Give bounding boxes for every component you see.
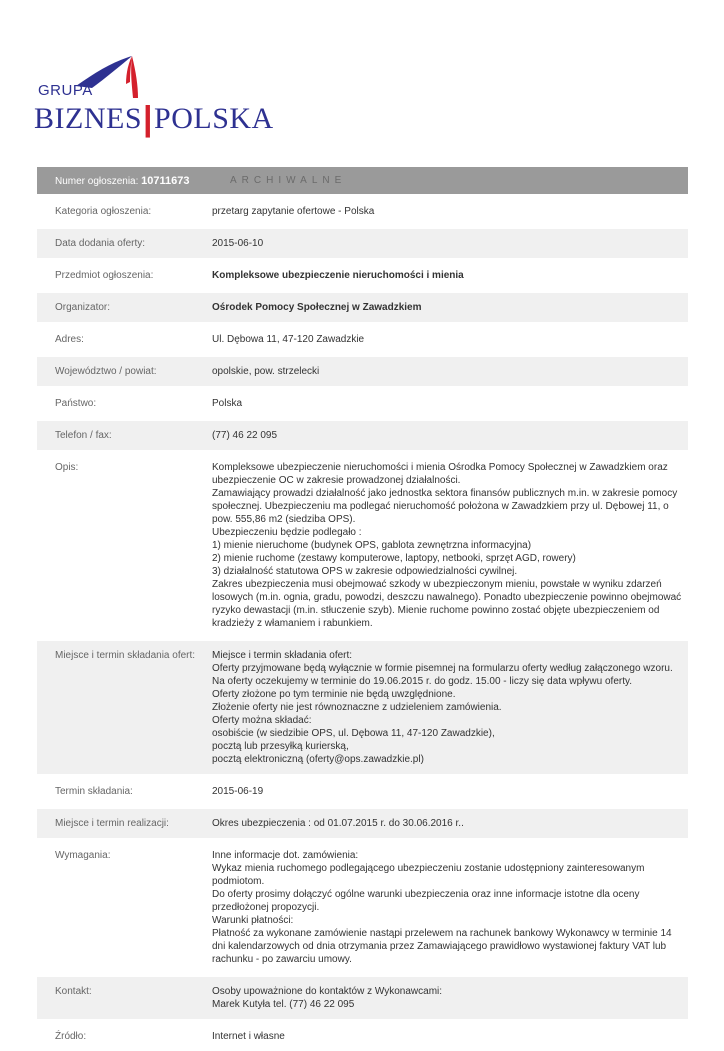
table-row <box>37 774 688 806</box>
row-label: Kontakt: <box>55 986 92 997</box>
row-value: Ośrodek Pomocy Społecznej w Zawadzkiem <box>212 302 422 313</box>
row-value: Inne informacje dot. zamówienia: Wykaz mienia ruchomego podlegającego ubezpieczeniu zostanie udostępniony zainteresowanym podmiotom. Do oferty prosimy dołączyć ogólne warunki ubezpieczenia oraz inne informacje istotne dla oceny przedłożonej propozycji. Warunki płatności: Płatność za wykonane zamówienie nastąpi przelewem na rachunek bankowy Wykonawcy w terminie 14 dni kalendarzowych od dnia otrzymania przez Zamawiającego prawidłowo wystawionej faktury VAT lub rachunku - po zawarciu umowy. <box>212 850 672 965</box>
row-label: Województwo / powiat: <box>55 366 157 377</box>
row-label: Data dodania oferty: <box>55 238 146 249</box>
row-value: (77) 46 22 095 <box>212 430 278 441</box>
table-row <box>37 386 688 418</box>
table-row <box>37 450 688 638</box>
row-value: Kompleksowe ubezpieczenie nieruchomości i mienia <box>212 270 464 281</box>
row-label: Wymagania: <box>55 850 111 861</box>
table-row <box>37 638 688 774</box>
row-value: Polska <box>212 398 243 409</box>
row-label: Źródło: <box>55 1031 87 1042</box>
logo-main-text <box>34 98 274 137</box>
row-label: Adres: <box>55 334 84 345</box>
table-row <box>37 838 688 974</box>
row-value: Ul. Dębowa 11, 47-120 Zawadzkie <box>212 334 365 345</box>
listing-header <box>37 167 688 194</box>
listing-number-label: Numer ogłoszenia: <box>55 175 139 187</box>
table-row <box>37 290 688 322</box>
row-label: Kategoria ogłoszenia: <box>55 206 152 217</box>
table-row <box>37 258 688 290</box>
logo-left-text: BIZNES <box>34 102 142 135</box>
row-label: Telefon / fax: <box>55 430 112 441</box>
row-value: przetarg zapytanie ofertowe - Polska <box>212 206 375 217</box>
table-row <box>37 806 688 838</box>
table-row <box>37 226 688 258</box>
row-label: Państwo: <box>55 398 97 409</box>
row-label: Organizator: <box>55 302 111 313</box>
table-row <box>37 322 688 354</box>
row-label: Termin składania: <box>55 786 133 797</box>
row-label: Miejsce i termin składania ofert: <box>55 650 196 661</box>
row-value: Okres ubezpieczenia : od 01.07.2015 r. do 30.06.2016 r.. <box>212 818 464 829</box>
table-row <box>37 974 688 1019</box>
row-label: Przedmiot ogłoszenia: <box>55 270 154 281</box>
logo-right-text: POLSKA <box>154 102 274 135</box>
row-label: Opis: <box>55 462 79 473</box>
listing-number <box>37 175 199 187</box>
logo-top-text: GRUPA <box>38 82 93 99</box>
row-value: 2015-06-10 <box>212 238 264 249</box>
logo-separator: | <box>143 100 154 138</box>
listing-status: ARCHIWALNE <box>230 175 347 186</box>
listing-rows <box>37 194 688 1051</box>
row-value: Kompleksowe ubezpieczenie nieruchomości i mienia Ośrodka Pomocy Społecznej w Zawadzkiem oraz ubezpieczenie OC w zakresie prowadzonej działalności. Zamawiający prowadzi działalność jako jednostka sektora finansów publicznych m.in. w zakresie pomocy społecznej. Ubezpieczeniu ma podlegać nieruchomość położona w Zawadzkiem przy ul. Dębowej 11, o pow. 555,86 m2 (siedziba OPS). Ubezpieczeniu będzie podlegało : 1) mienie nieruchome (budynek OPS, gablota zewnętrzna informacyjna) 2) mienie ruchome (zestawy komputerowe, laptopy, netbooki, sprzęt AGD, rowery) 3) działalność statutowa OPS w zakresie odpowiedzialności cywilnej. Zakres ubezpieczenia musi obejmować szkody w ubezpieczonym mieniu, powstałe w wyniku zdarzeń losowych (m.in. ognia, gradu, powodzi, deszczu nawalnego). Ponadto ubezpieczenie powinno obejmować ryzyko dewastacji (m.in. stłuczenie szyb). Mienie ruchome powinno zostać objęte ubezpieczeniem od kradzieży z włamaniem i rabunkiem. <box>212 462 682 629</box>
table-row <box>37 354 688 386</box>
row-value: Miejsce i termin składania ofert: Oferty przyjmowane będą wyłącznie w formie pisemnej na formularzu oferty według załączonego wzoru. Na oferty oczekujemy w terminie do 19.06.2015 r. do godz. 15.00 - liczy się data wpływu oferty. Oferty złożone po tym terminie nie będą uwzględnione. Złożenie oferty nie jest równoznaczne z udzieleniem zamówienia. Oferty można składać: osobiście (w siedzibie OPS, ul. Dębowa 11, 47-120 Zawadzkie), pocztą lub przesyłką kurierską, pocztą elektroniczną (oferty@ops.zawadzkie.pl) <box>212 650 673 765</box>
row-label: Miejsce i termin realizacji: <box>55 818 169 829</box>
row-value: opolskie, pow. strzelecki <box>212 366 320 377</box>
listing-table <box>37 167 688 1051</box>
row-value: Internet i własne <box>212 1031 285 1042</box>
table-row <box>37 194 688 226</box>
row-value: Osoby upoważnione do kontaktów z Wykonawcami: Marek Kutyła tel. (77) 46 22 095 <box>212 986 443 1010</box>
grupa-biznes-polska-logo <box>34 52 274 144</box>
table-row <box>37 418 688 450</box>
listing-number-value: 10711673 <box>141 174 190 187</box>
row-value: 2015-06-19 <box>212 786 264 797</box>
